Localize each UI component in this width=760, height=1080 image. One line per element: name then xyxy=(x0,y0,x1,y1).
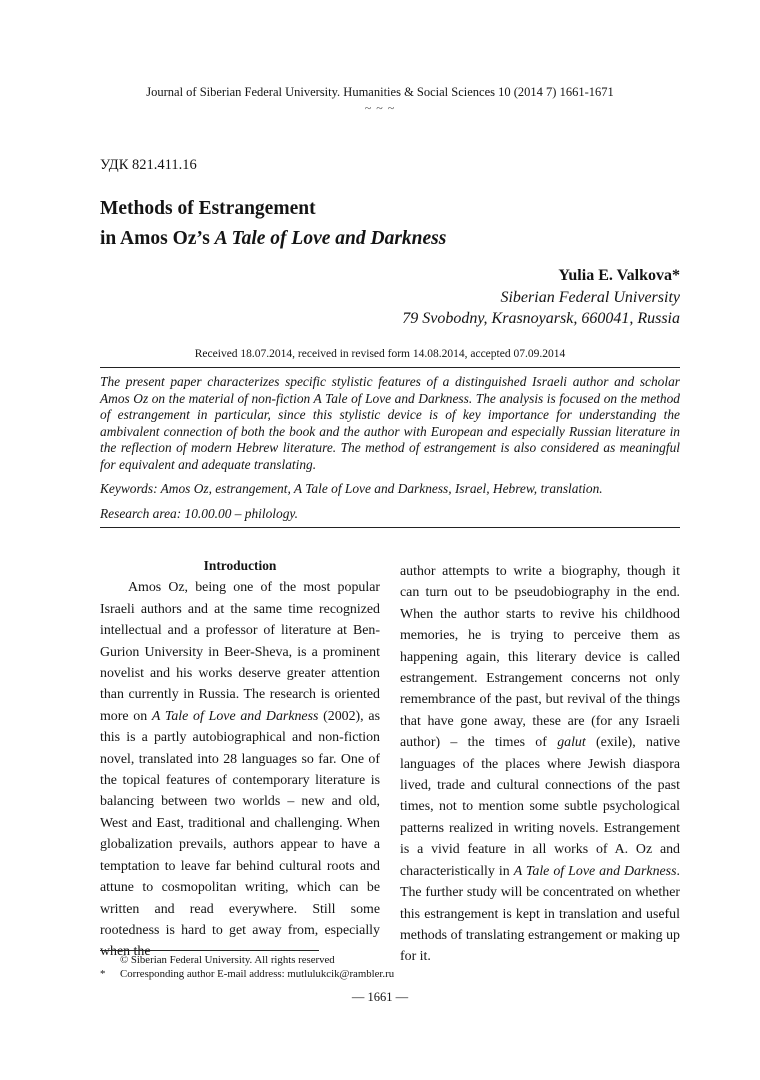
abstract xyxy=(100,374,680,522)
footnote-copyright xyxy=(100,953,700,967)
abstract-top-rule xyxy=(100,367,680,368)
intro-paragraph-left xyxy=(100,577,380,962)
intro-paragraph-right xyxy=(400,561,680,968)
title-line-2 xyxy=(100,224,446,254)
left-text-2: (2002), as this is a partly autobiographical and non-fiction novel, translated into 28 languages so far. One of the topical features of contemporary literature is balancing between two worlds – new and old, West and East, traditional and challenging. When globalization prevails, authors appear to have a temptation to leave far behind cultural roots and attune to cosmopolitan writing, which can be written and read everywhere. Still some rootedness is hard to get away from, especially when the xyxy=(100,708,380,960)
title-line-2-prefix: in Amos Oz’s xyxy=(100,228,215,249)
title-line-1: Methods of Estrangement xyxy=(100,198,316,219)
left-text-1: Amos Oz, being one of the most popular Israeli authors and at the same time recognized intellectual and a professor of literature at Ben-Gurion University in Beer-Sheva, is a prominent novelist and his works deserve greater attention than currently in Russia. The research is oriented more on xyxy=(100,580,380,724)
right-text-1: author attempts to write a biography, though it can turn out to be pseudobiography in the end. When the author starts to revive his childhood memories, he is trying to perceive them as happening again, this literary device is called estrangement. Estrangement concerns not only remembrance of the past, but revival of the things that have gone away, these are (for any Israeli author) – the times of xyxy=(400,564,680,751)
abstract-text: The present paper characterizes specific stylistic features of a distinguished Israeli author and scholar Amos Oz on the material of non-fiction A Tale of Love and Darkness. The analysis is focused on the method of estrangement in particular, since this stylistic device is of key importance for understanding the ambivalent connection of both the book and the author with European and especially Russian literature in the reflection of modern Hebrew literature. The method of estrangement is also considered as meaningful for equivalent and adequate translating. xyxy=(100,374,680,472)
left-column xyxy=(100,555,380,963)
footnote-corresponding xyxy=(100,967,700,981)
footnote-text: © Siberian Federal University. All rights reserved xyxy=(120,954,335,966)
journal-header: Journal of Siberian Federal University. Humanities & Social Sciences 10 (2014 7) 1661-1671 xyxy=(146,85,614,99)
author-affiliation: Siberian Federal University xyxy=(500,288,680,306)
left-italic-1: A Tale of Love and Darkness xyxy=(151,708,319,724)
title-line-2-italic: A Tale of Love and Darkness xyxy=(214,228,447,249)
right-italic-2: A Tale of Love and Darkness xyxy=(513,863,677,879)
right-text-2: (exile), native languages of the places where Jewish diaspora lived, trade and cultural connections of the past times, not to mention some subtle psychological patterns realized in writing novels. Estrangement is a vivid feature in all works of A. Oz and characteristically in xyxy=(400,735,681,879)
page-number: — 1661 — xyxy=(351,990,409,1004)
footnotes xyxy=(100,953,700,981)
research-area: Research area: 10.00.00 – philology. xyxy=(100,505,298,521)
author-name: Yulia E. Valkova* xyxy=(558,267,680,284)
footnote-mark: * xyxy=(100,968,106,980)
footnote-rule xyxy=(100,950,319,951)
right-column xyxy=(400,561,680,968)
udk-code: УДК 821.411.16 xyxy=(100,157,197,173)
footnote-mark xyxy=(100,953,120,967)
section-heading: Introduction xyxy=(203,558,277,573)
keywords: Keywords: Amos Oz, estrangement, A Tale of Love and Darkness, Israel, Hebrew, translation. xyxy=(100,481,603,496)
abstract-bottom-rule xyxy=(100,527,680,528)
right-text-3: . The further study will be concentrated on whether this estrangement is kept in translation and useful methods of translating estrangement or making up for it. xyxy=(400,863,680,965)
paper-title xyxy=(100,194,446,254)
header-ornament: ~ ~ ~ xyxy=(364,101,396,115)
received-dates: Received 18.07.2014, received in revised form 14.08.2014, accepted 07.09.2014 xyxy=(194,348,566,360)
author-block xyxy=(402,265,680,330)
author-address: 79 Svobodny, Krasnoyarsk, 660041, Russia xyxy=(402,310,680,327)
footnote-text: Corresponding author E-mail address: mutlulukcik@rambler.ru xyxy=(120,968,395,980)
right-italic-1: galut xyxy=(557,735,586,751)
